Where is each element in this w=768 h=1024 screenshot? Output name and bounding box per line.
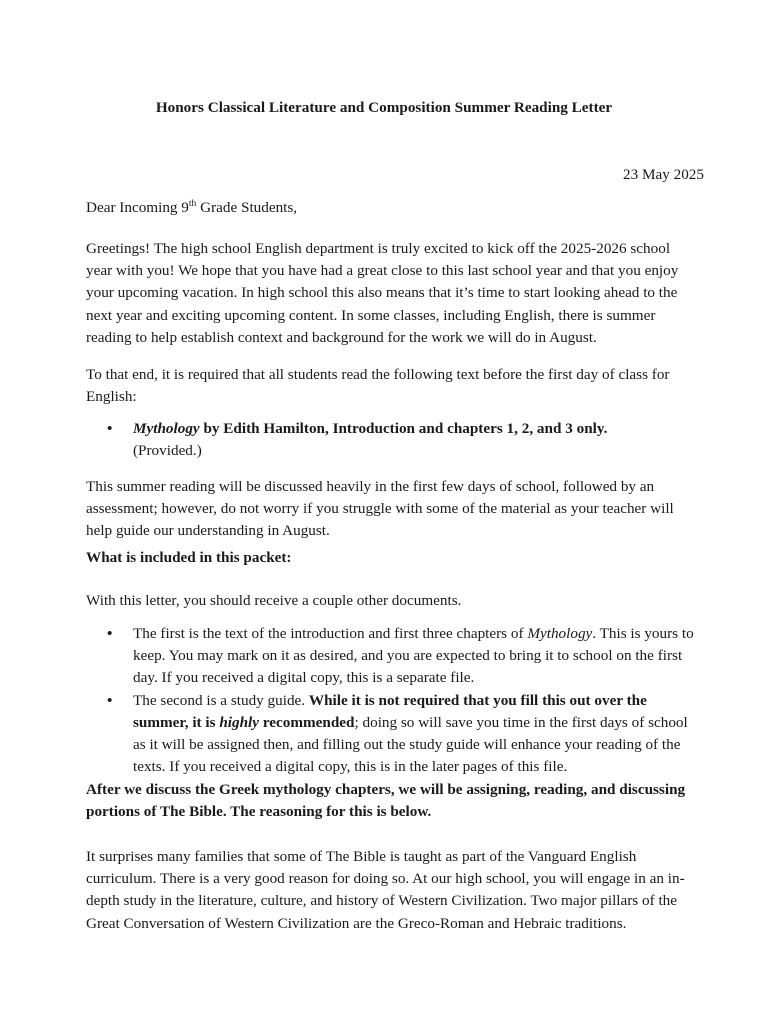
salutation — [86, 199, 297, 217]
reading-note: (Provided.) — [133, 442, 202, 460]
packet-list-item-text — [86, 623, 696, 690]
item2-post: ; doing so will save you time in the first days of school as it will be assigned then, and filling out the study guide will enhance your reading of the texts. If you received a digital copy, this is in the later pages of this file. — [133, 713, 688, 776]
reading-list-item — [86, 418, 696, 462]
salutation-before: Dear Incoming 9 — [86, 199, 189, 216]
bullet-icon: • — [107, 691, 113, 709]
reading-assignment: by Edith Hamilton, Introduction and chapters 1, 2, and 3 only. — [199, 420, 608, 437]
item1-italic: Mythology — [527, 625, 593, 642]
packet-heading: What is included in this packet: — [86, 549, 292, 566]
item2-bold-italic: highly — [219, 713, 260, 731]
bullet-icon: • — [107, 420, 113, 437]
reading-list — [86, 418, 696, 462]
salutation-sup: th — [188, 198, 197, 209]
packet-intro-paragraph: With this letter, you should receive a couple other documents. — [86, 592, 462, 609]
letter-title: Honors Classical Literature and Composition Summer Reading Letter — [155, 99, 613, 116]
letter-date: 23 May 2025 — [623, 166, 704, 183]
book-title: Mythology — [133, 420, 200, 437]
item2-bold2: recommended — [259, 713, 355, 731]
salutation-after: Grade Students, — [196, 199, 298, 216]
discussion-paragraph: This summer reading will be discussed heavily in the first few days of school, followed by an assessment; however, do not worry if you struggle with some of the material as your teacher will help guide our understanding in August. — [86, 478, 674, 540]
item1-pre: The first is the text of the introduction and first three chapters of — [133, 625, 528, 642]
item2-bold1: While it is not required that you fill this out over the summer, it is — [133, 691, 647, 731]
item1-post: . This is yours to keep. You may mark on it as desired, and you are expected to bring it to school on the first day. If you received a digital copy, this is a separate file. — [133, 625, 694, 687]
packet-list — [86, 623, 696, 778]
packet-list-item-study-guide — [86, 690, 696, 779]
bible-paragraph: It surprises many families that some of The Bible is taught as part of the Vanguard English curriculum. There is a very good reason for doing so. At our high school, you will engage in an in-depth study in the literature, culture, and history of Western Civilization. Two major pillars of the Great Conversation of Western Civilization are the Greco-Roman and Hebraic traditions. — [86, 848, 685, 932]
bullet-icon: • — [107, 625, 113, 642]
greeting-paragraph: Greetings! The high school English department is truly excited to kick off the 2025-2026 school year with you! We hope that you have had a great close to this last school year and that you enjoy your upcoming vacation. In high school this also means that it’s time to start looking ahead to the next year and exciting upcoming content. In some classes, including English, there is summer reading to help establish context and background for the work we will do in August. — [86, 240, 679, 346]
bible-heading: After we discuss the Greek mythology chapters, we will be assigning, reading, and discussing portions of The Bible. The reasoning for this is below. — [86, 781, 686, 821]
requirement-paragraph: To that end, it is required that all students read the following text before the first day of class for English: — [86, 366, 670, 406]
item2-pre: The second is a study guide. — [133, 691, 309, 709]
